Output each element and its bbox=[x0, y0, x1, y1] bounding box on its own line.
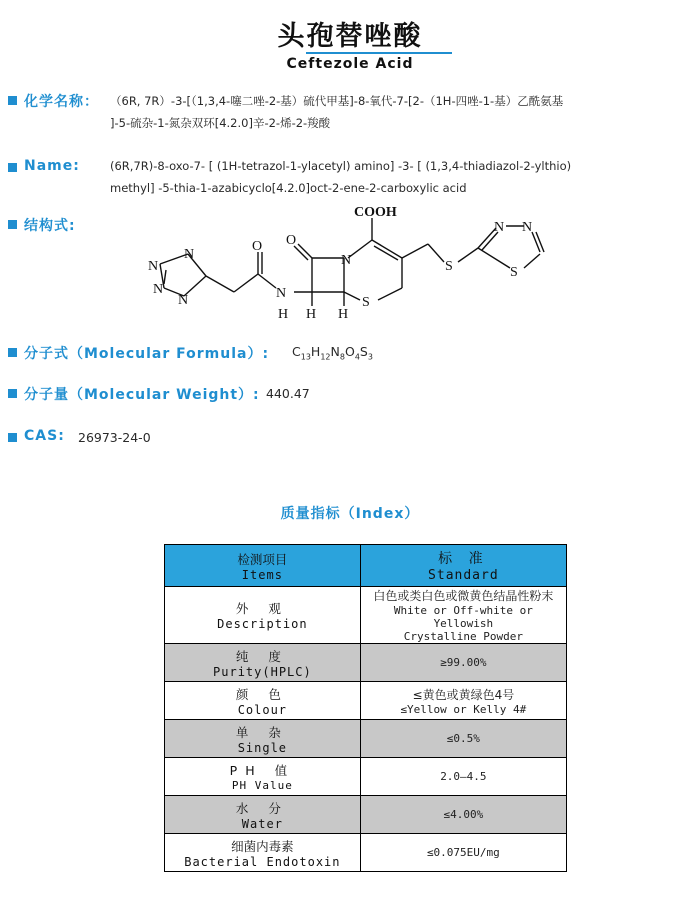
formula-label: 分子式（Molecular Formula）: bbox=[24, 346, 270, 362]
name-line2: methyl] -5-thia-1-azabicyclo[4.2.0]oct-2-ene-2-carboxylic acid bbox=[110, 181, 467, 195]
cas-number: 26973-24-0 bbox=[78, 430, 151, 445]
ring-sulfur: S bbox=[362, 295, 370, 310]
header-standard bbox=[360, 545, 566, 587]
carboxyl-group: COOH bbox=[354, 205, 397, 220]
formula-element: C bbox=[292, 344, 301, 359]
molecular-formula bbox=[292, 344, 373, 362]
thiadiazole-n2: N bbox=[522, 220, 533, 235]
thioether-sulfur: S bbox=[445, 259, 453, 274]
item-cn: 细菌内毒素 bbox=[231, 838, 294, 854]
standard-cn: ≤黄色或黄绿色4号 bbox=[412, 687, 515, 702]
standard-value: ≤4.00% bbox=[443, 808, 484, 821]
bullet-chemical-name bbox=[8, 96, 17, 105]
item-cn: 颜 色 bbox=[235, 686, 289, 702]
item-cn: 纯 度 bbox=[235, 648, 289, 664]
standard-cell bbox=[360, 758, 566, 796]
header-items-cn: 检测项目 bbox=[237, 551, 288, 567]
page-title: 头孢替唑酸 bbox=[277, 21, 423, 52]
table-row bbox=[165, 587, 567, 644]
item-en: Single bbox=[237, 740, 288, 755]
standard-value: ≤0.5% bbox=[446, 732, 480, 745]
molecular-weight: 440.47 bbox=[266, 386, 310, 401]
bullet-name bbox=[8, 163, 17, 172]
bullet-structure bbox=[8, 220, 17, 229]
title-underline bbox=[306, 52, 452, 54]
bullet-weight bbox=[8, 389, 17, 398]
standard-value: 2.0—4.5 bbox=[440, 770, 487, 783]
lactam-oxygen: O bbox=[286, 233, 297, 248]
name-line1: (6R,7R)-8-oxo-7- [ (1H-tetrazol-1-ylacetyl) amino] -3- [ (1,3,4-thiadiazol-2-ylthio) bbox=[110, 159, 572, 173]
item-en: Bacterial Endotoxin bbox=[184, 854, 341, 869]
formula-subscript: 12 bbox=[320, 352, 331, 362]
structural-formula bbox=[148, 196, 568, 325]
item-cell bbox=[165, 587, 361, 644]
item-cell bbox=[165, 796, 361, 834]
formula-element: H bbox=[310, 344, 321, 359]
index-title: 质量指标（Index） bbox=[280, 506, 420, 522]
table-row bbox=[165, 796, 567, 834]
quality-index-table bbox=[164, 544, 567, 872]
item-cn: 外 观 bbox=[235, 601, 289, 616]
standard-cell bbox=[360, 796, 566, 834]
table-row bbox=[165, 758, 567, 796]
bullet-cas bbox=[8, 433, 17, 442]
formula-element: N bbox=[330, 344, 340, 359]
item-cell bbox=[165, 720, 361, 758]
formula-element: S bbox=[359, 344, 368, 359]
standard-cell bbox=[360, 720, 566, 758]
standard-en: White or Off-white or Yellowish bbox=[393, 604, 533, 630]
thiadiazole-n1: N bbox=[494, 220, 505, 235]
item-en: PH Value bbox=[231, 779, 293, 792]
item-en: Colour bbox=[237, 702, 288, 717]
header-standard-en: Standard bbox=[428, 568, 499, 583]
chemical-name-line1: （6R, 7R）-3-[（1,3,4-噻二唑-2-基）硫代甲基]-8-氧代-7-[2-（1H-四唑-1-基）乙酰氨基 bbox=[110, 94, 564, 108]
formula-element: O bbox=[344, 344, 355, 359]
amide-oxygen: O bbox=[252, 239, 263, 254]
chemical-name-label: 化学名称： bbox=[24, 94, 99, 110]
item-cell bbox=[165, 834, 361, 872]
item-en: Purity(HPLC) bbox=[213, 664, 312, 679]
structure-label: 结构式: bbox=[24, 218, 76, 234]
tetrazole-n4: N bbox=[184, 247, 195, 262]
item-en: Water bbox=[241, 816, 283, 831]
item-cell bbox=[165, 758, 361, 796]
standard-cell bbox=[360, 587, 566, 644]
header-items bbox=[165, 545, 361, 587]
table-row bbox=[165, 644, 567, 682]
tetrazole-n3: N bbox=[178, 293, 189, 308]
formula-subscript: 8 bbox=[339, 352, 345, 362]
header-standard-cn: 标 准 bbox=[438, 551, 489, 567]
standard-cell bbox=[360, 834, 566, 872]
weight-label: 分子量（Molecular Weight）: bbox=[24, 387, 260, 403]
item-cell bbox=[165, 644, 361, 682]
hydrogen-c6: H bbox=[338, 307, 349, 321]
standard-value: ≥99.00% bbox=[440, 656, 487, 669]
item-cn: PH 值 bbox=[229, 763, 296, 778]
amide-nitrogen: N bbox=[276, 286, 287, 301]
ring-nitrogen: N bbox=[341, 253, 352, 268]
amide-hydrogen: H bbox=[278, 307, 289, 321]
table-row bbox=[165, 834, 567, 872]
table-row bbox=[165, 720, 567, 758]
standard-value: ≤0.075EU/mg bbox=[426, 846, 500, 859]
cas-label: CAS: bbox=[24, 428, 65, 444]
standard-cell bbox=[360, 682, 566, 720]
tetrazole-n2: N bbox=[153, 282, 164, 297]
chemical-name-line2: ]-5-硫杂-1-氮杂双环[4.2.0]辛-2-烯-2-羧酸 bbox=[110, 116, 331, 130]
bullet-formula bbox=[8, 348, 17, 357]
formula-subscript: 3 bbox=[367, 352, 373, 362]
page-subtitle: Ceftezole Acid bbox=[286, 56, 414, 72]
item-cn: 水 分 bbox=[235, 800, 289, 816]
table-row bbox=[165, 682, 567, 720]
item-en: Description bbox=[217, 617, 308, 631]
item-cell bbox=[165, 682, 361, 720]
formula-subscript: 4 bbox=[354, 352, 360, 362]
header-items-en: Items bbox=[241, 567, 283, 582]
hydrogen-c7: H bbox=[306, 307, 317, 321]
thiadiazole-sulfur: S bbox=[510, 265, 518, 280]
item-cn: 单 杂 bbox=[235, 724, 289, 740]
name-label: Name: bbox=[24, 158, 80, 174]
table-header-row bbox=[165, 545, 567, 587]
formula-subscript: 13 bbox=[300, 352, 311, 362]
standard-cell bbox=[360, 644, 566, 682]
standard-en: ≤Yellow or Kelly 4# bbox=[400, 702, 527, 716]
standard-cn: 白色或类白色或微黄色结晶性粉末 bbox=[373, 589, 554, 603]
tetrazole-n1: N bbox=[148, 259, 159, 274]
standard-en-2: Crystalline Powder bbox=[403, 630, 523, 643]
